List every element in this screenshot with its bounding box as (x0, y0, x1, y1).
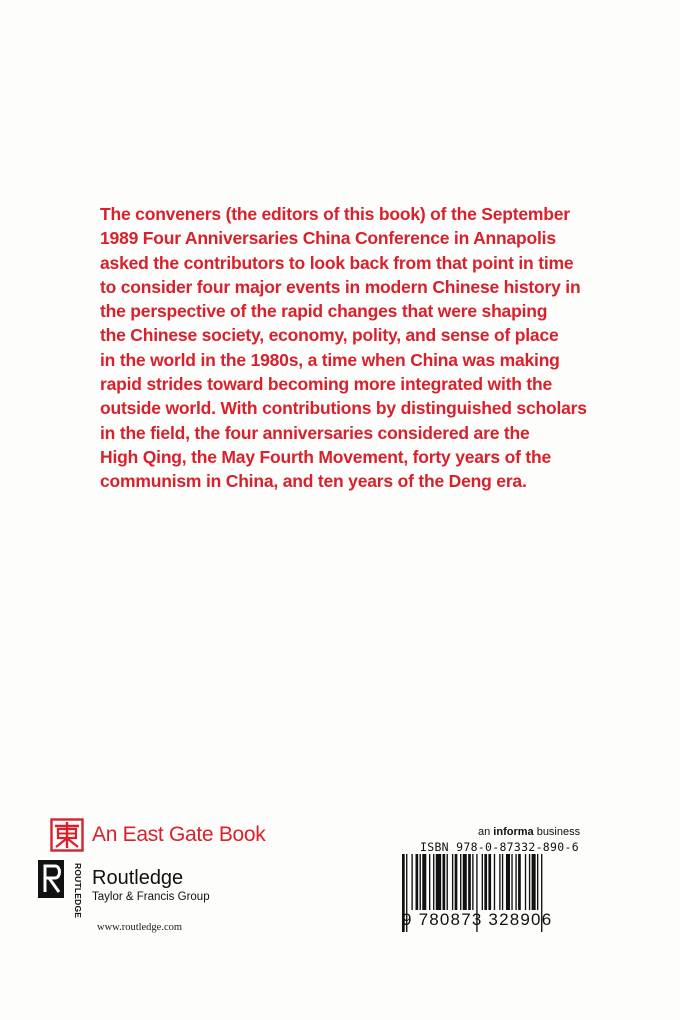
tagline-suffix: business (533, 826, 581, 838)
east-gate-imprint (50, 817, 266, 853)
barcode-bar (455, 854, 458, 910)
barcode-bar (463, 854, 467, 910)
barcode-bar (518, 854, 521, 910)
barcode-bar (460, 854, 461, 910)
barcode-bar (416, 854, 419, 910)
routledge-logo-icon (38, 860, 86, 920)
blurb-text (100, 202, 600, 494)
barcode-bar (447, 854, 448, 910)
tagline-prefix: an (478, 826, 494, 838)
blurb-line: rapid strides toward becoming more integrated with the (100, 374, 553, 395)
east-gate-logo-icon (50, 818, 84, 852)
barcode-bar (429, 854, 430, 910)
informa-tagline (478, 826, 580, 838)
barcode-bar (506, 854, 510, 910)
blurb-line: High Qing, the May Fourth Movement, forty years of the (100, 446, 552, 467)
barcode-bar (532, 854, 536, 910)
barcode-bar (537, 854, 538, 910)
blurb-line: communism in China, and ten years of the Deng era. (100, 471, 527, 492)
barcode-bar (529, 854, 530, 910)
publisher-website: www.routledge.com (97, 922, 183, 933)
barcode-bar (511, 854, 512, 910)
blurb-line: The conveners (the editors of this book) of the September (100, 204, 570, 224)
east-gate-label: An East Gate Book (92, 823, 266, 846)
blurb-line: the perspective of the rapid changes that were shaping (100, 301, 548, 322)
blurb-line: in the field, the four anniversaries considered are the (100, 422, 530, 443)
routledge-imprint (38, 860, 210, 922)
barcode-bar (422, 854, 426, 910)
barcode-bar (436, 854, 441, 910)
barcode-bar (420, 854, 421, 910)
barcode-bar (484, 854, 487, 910)
blurb-line: to consider four major events in modern Chinese history in (100, 276, 581, 297)
barcode-bar (468, 854, 471, 910)
barcode-bar (482, 854, 483, 910)
barcode-bar (411, 854, 412, 910)
blurb-line: 1989 Four Anniversaries China Conference in Annapolis (100, 228, 556, 249)
barcode-bar (443, 854, 446, 910)
blurb-line: the Chinese society, economy, polity, and sense of place (100, 325, 559, 346)
barcode-bar (494, 854, 495, 910)
barcode-bar (515, 854, 516, 910)
blurb-line: asked the contributors to look back from that point in time (100, 252, 574, 273)
routledge-wordmark (92, 860, 210, 904)
publisher-name: Routledge (92, 867, 184, 889)
barcode-digits: 9 780873 328906 (402, 910, 553, 929)
barcode-bar (502, 854, 503, 910)
blurb-line: in the world in the 1980s, a time when China was making (100, 349, 560, 370)
barcode-bar (488, 854, 491, 910)
barcode-bar (525, 854, 526, 910)
barcode-bar (499, 854, 500, 910)
barcode-bar (452, 854, 453, 910)
isbn-text: ISBN 978-0-87332-890-6 (420, 840, 579, 854)
tagline-brand: informa (493, 826, 534, 838)
barcode-bar (472, 854, 473, 910)
barcode-bar (433, 854, 434, 910)
publisher-group: Taylor & Francis Group (92, 891, 210, 903)
routledge-logo-text: ROUTLEDGE (73, 863, 83, 919)
blurb-line: outside world. With contributions by distinguished scholars (100, 398, 587, 419)
